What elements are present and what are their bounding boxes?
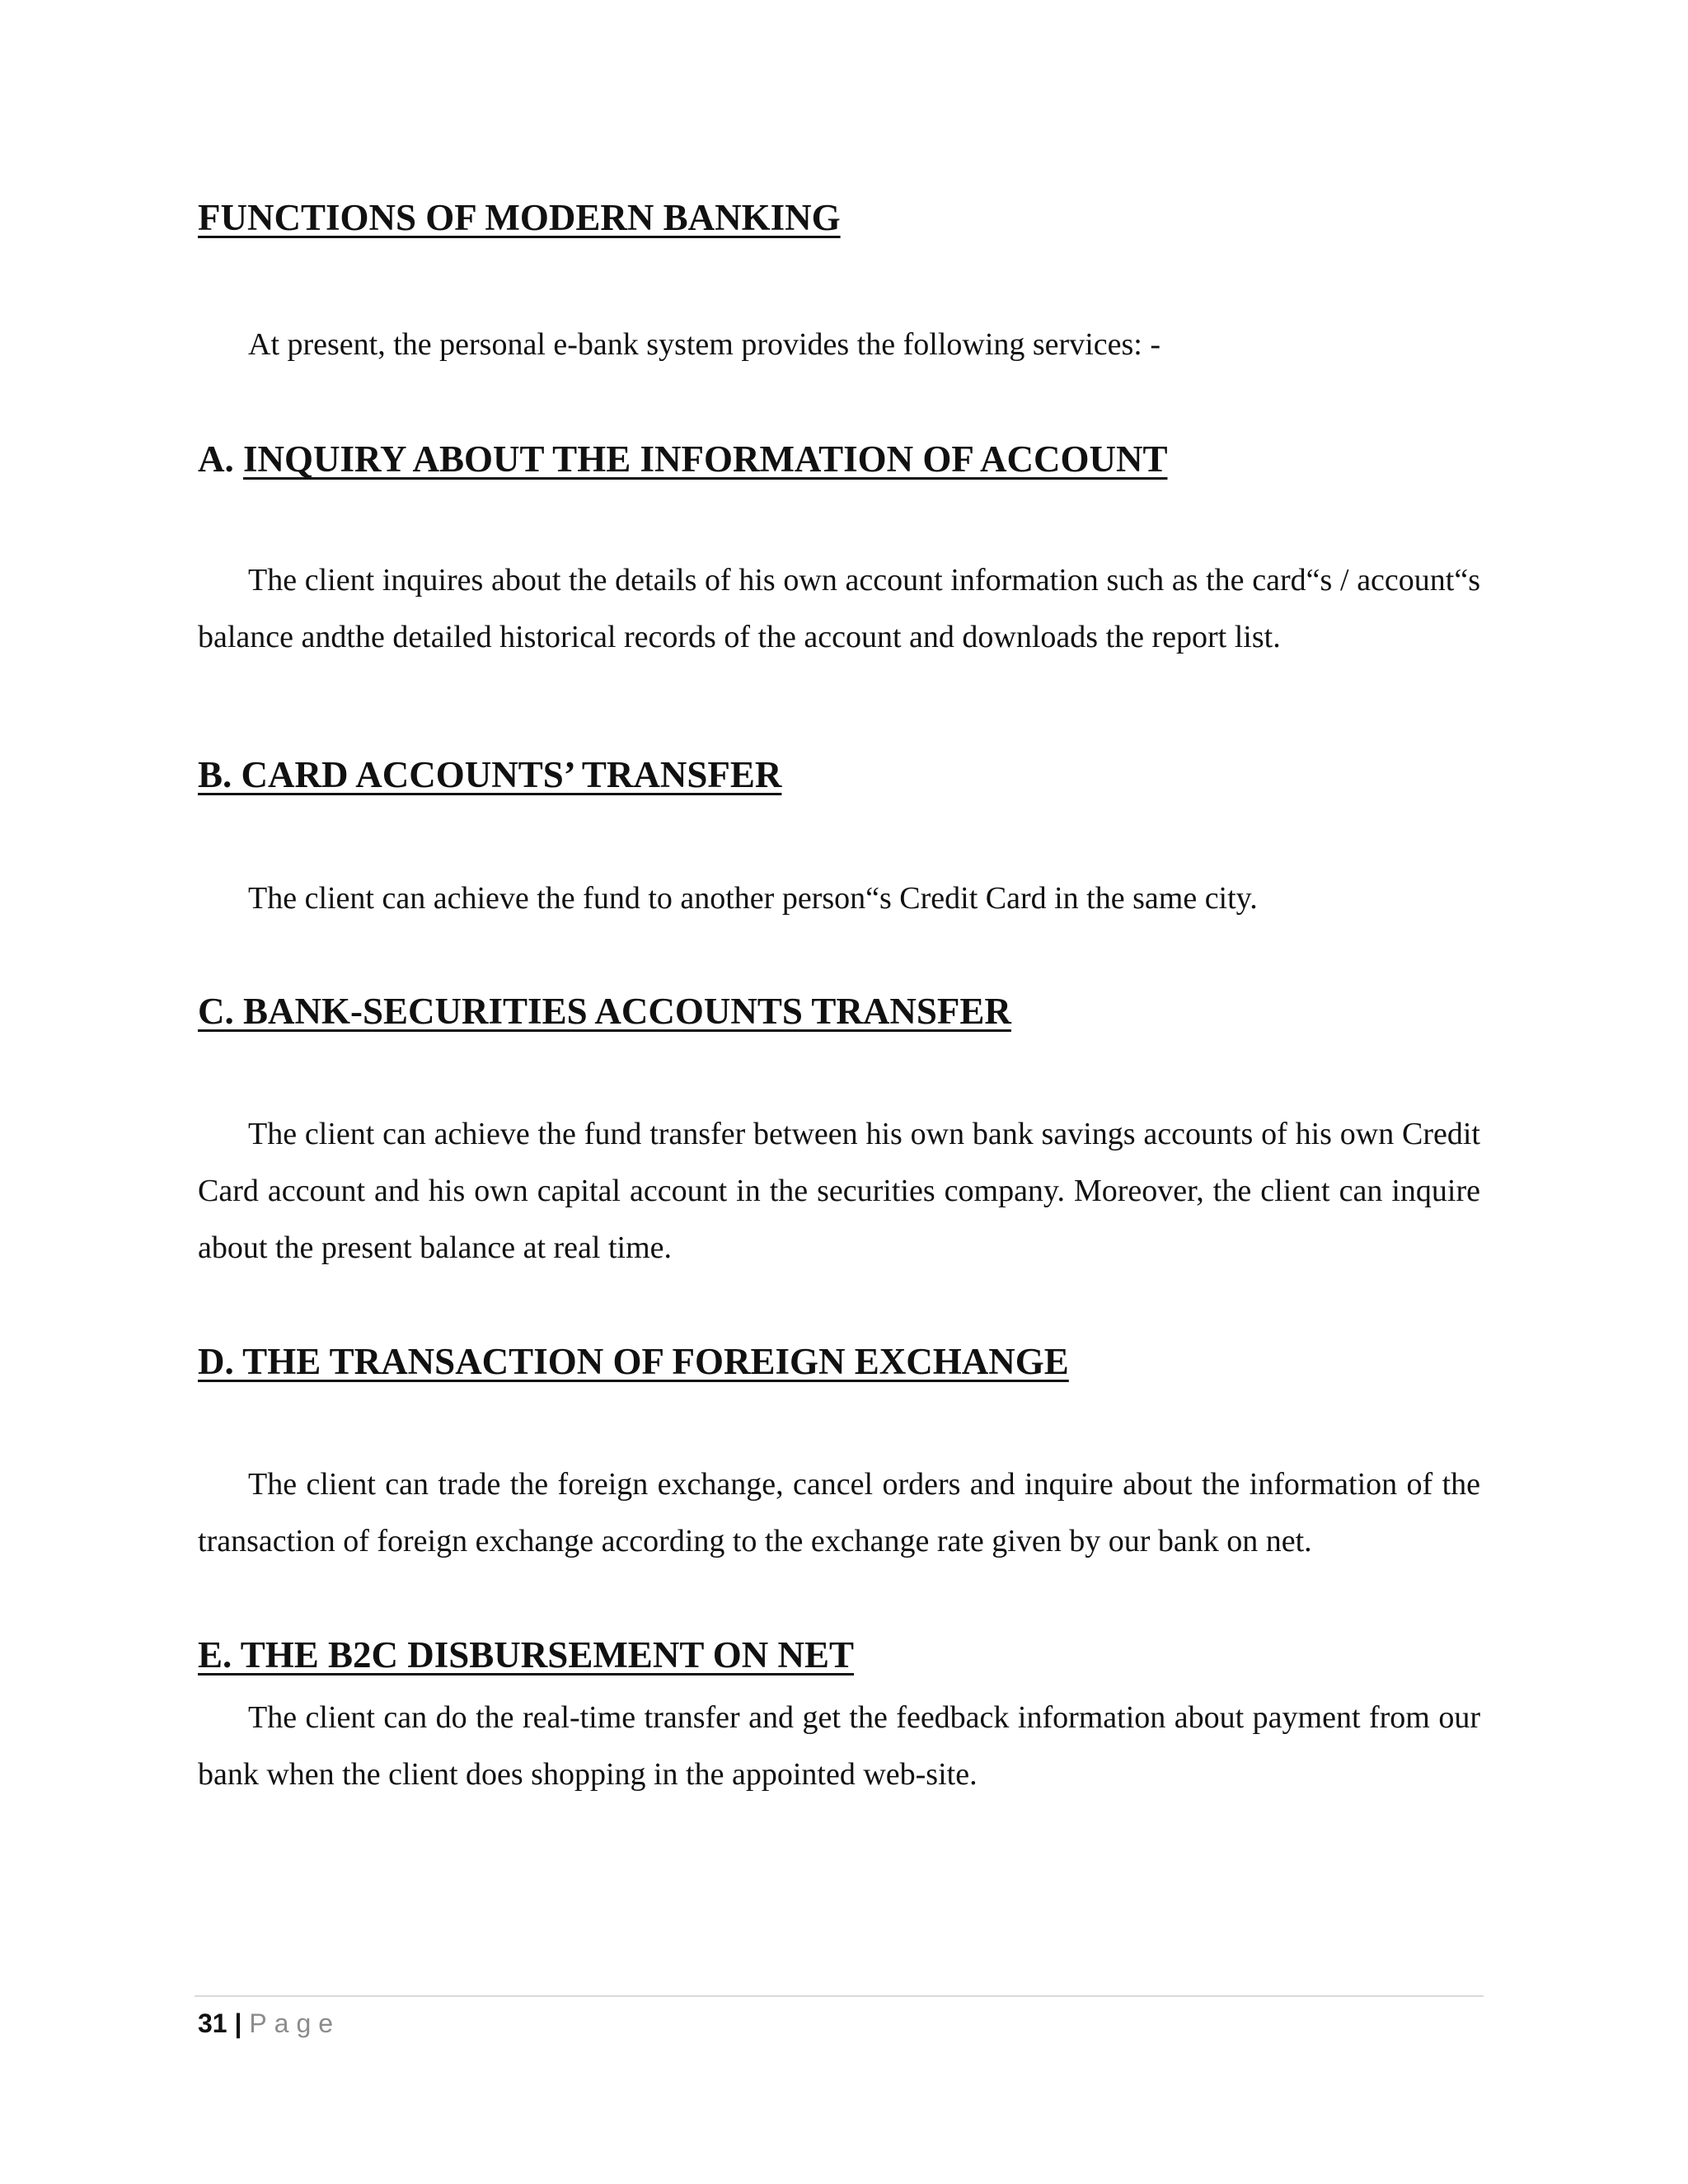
intro-paragraph: At present, the personal e-bank system provides the following services: - [248, 327, 1160, 362]
section-a-letter: A. [198, 438, 243, 480]
section-a-title: INQUIRY ABOUT THE INFORMATION OF ACCOUNT [243, 438, 1168, 480]
section-a-body: The client inquires about the details of his own account information such as the card“s / account“s balance andthe detailed historical records of the account and downloads the report list. [198, 563, 1480, 654]
footer-divider [195, 1995, 1484, 1997]
section-e-body: The client can do the real-time transfer and get the feedback information about payment from our bank when the client does shopping in the appointed web-site. [198, 1700, 1480, 1792]
page-number: 31 [198, 2008, 227, 2038]
section-b-body: The client can achieve the fund to another person“s Credit Card in the same city. [248, 881, 1258, 916]
section-d-heading: D. THE TRANSACTION OF FOREIGN EXCHANGE [198, 1341, 1069, 1382]
section-e-heading: E. THE B2C DISBURSEMENT ON NET [198, 1634, 855, 1675]
section-b-heading: B. CARD ACCOUNTS’ TRANSFER [198, 754, 782, 795]
page-label: Page [249, 2008, 341, 2038]
page-title: FUNCTIONS OF MODERN BANKING [198, 197, 841, 238]
section-c-heading: C. BANK-SECURITIES ACCOUNTS TRANSFER [198, 991, 1011, 1032]
section-a-heading [198, 436, 1167, 482]
page-separator: | [234, 2008, 242, 2038]
section-c-body: The client can achieve the fund transfer between his own bank savings accounts of his own Credit Card account and his own capital account in the securities company. Moreover, the client can inquire about the present balance at real time. [198, 1117, 1480, 1265]
page-footer [198, 2004, 340, 2042]
section-d-body: The client can trade the foreign exchange, cancel orders and inquire about the information of the transaction of foreign exchange according to the exchange rate given by our bank on net. [198, 1467, 1480, 1558]
